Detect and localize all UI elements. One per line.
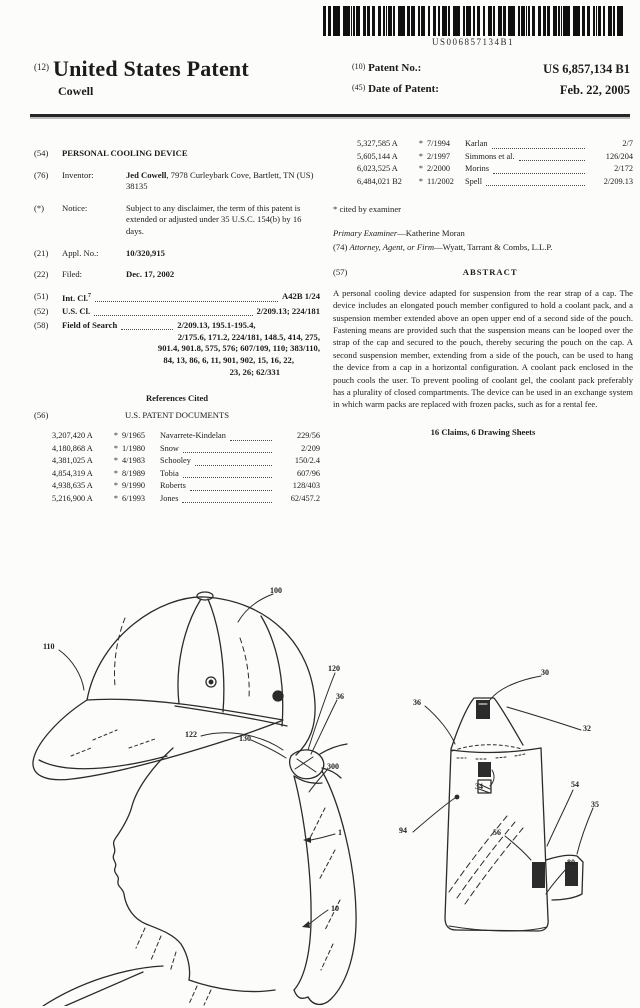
inid-22: (22) — [34, 269, 49, 280]
attorney-line — [333, 242, 633, 254]
figure-label: 130 — [239, 734, 251, 743]
inventor-field — [34, 170, 320, 193]
reference-row: 6,023,525 A * 2/2000 Morins 2/172 — [357, 164, 633, 174]
abstract-text: A personal cooling device adapted for suspension from the rear strap of a cap. The device includes an elongated pouch member configured to hold a coolant pack, and a suspension member extended above an open upper end of a second side of the pouch. Fastening means are provided such that the suspension means can be looped over the strap of the cap and secured to the pouch, thereby securing the pouch on the cap. A second suspension member, extending from a side of the pouch, can be used to hang the device from a cap in a horizontal configuration. A coolant pack enclosed in the pouch cools the user. To prevent pooling of coolant gel, the coolant pack preferably has a plurality of closed compartments. The device can be used in an exchange system in which warm packs are replaced with frozen packs, such as for a rental fee. — [333, 287, 633, 410]
field-of-search-line3: 901.4, 901.8, 575, 576; 607/109, 110; 383/110, — [157, 343, 320, 354]
figure-2-pouch-drawing — [395, 650, 640, 1006]
header-divider — [30, 114, 630, 117]
appl-no-label: Appl. No.: — [62, 247, 99, 258]
figure-label: 36 — [413, 698, 421, 707]
notice-label: Notice: — [62, 202, 88, 213]
inid-76: (76) — [34, 169, 49, 180]
figure-label: 54 — [571, 780, 579, 789]
field-of-search-line4: 84, 13, 86, 6, 11, 901, 902, 15, 16, 22, — [163, 355, 294, 366]
header-right — [352, 62, 630, 104]
filed-field — [34, 269, 320, 281]
inid-74: (74) — [333, 241, 348, 252]
us-patent-documents-title: U.S. PATENT DOCUMENTS — [124, 410, 230, 421]
filed-value: Dec. 17, 2002 — [126, 269, 175, 280]
figure-label: 30 — [541, 668, 549, 677]
reference-row: 4,938,635 A * 9/1990 Roberts 128/403 — [52, 481, 320, 491]
claims-sheets-line: 16 Claims, 6 Drawing Sheets — [430, 426, 536, 437]
patent-number-label: Patent No.: — [368, 62, 422, 74]
figure-label: 34 — [475, 782, 483, 791]
primary-examiner-label: Primary Examiner — [333, 227, 398, 238]
inid-star: (*) — [34, 202, 45, 213]
patent-date-value: Feb. 22, 2005 — [559, 83, 630, 97]
filed-label: Filed: — [62, 269, 83, 280]
notice-field — [34, 203, 320, 238]
patent-number-value: US 6,857,134 B1 — [543, 62, 630, 76]
field-of-search — [34, 320, 320, 379]
patent-number-row — [352, 62, 630, 77]
reference-row: 6,484,021 B2 * 11/2002 Spell 2/209.13 — [357, 176, 633, 186]
dotted-leader — [95, 291, 278, 303]
reference-row: 5,216,900 A * 6/1993 Jones 62/457.2 — [52, 493, 320, 503]
us-cl-field — [34, 306, 320, 318]
cited-by-examiner-note: * cited by examiner — [333, 204, 402, 215]
inventor-label: Inventor: — [62, 169, 94, 180]
attorney-value: —Wyatt, Tarrant & Combs, L.L.P. — [434, 241, 553, 252]
reference-row: 4,180,868 A * 1/1980 Snow 2/209 — [52, 443, 320, 453]
figure-label: 32 — [583, 724, 591, 733]
figure-label: 110 — [43, 642, 55, 651]
figure-label: 300 — [327, 762, 339, 771]
figure-label: 35 — [591, 800, 599, 809]
us-cl-label: U.S. Cl. — [62, 306, 91, 317]
figure-label: 94 — [399, 826, 407, 835]
int-cl-value: A42B 1/24 — [282, 290, 320, 301]
inid-51: (51) — [34, 290, 49, 301]
field-of-search-line5: 23, 26; 62/331 — [229, 366, 280, 377]
us-cl-value: 2/209.13; 224/181 — [256, 306, 320, 317]
figure-label: 122 — [185, 730, 197, 739]
inid-57: (57) — [333, 267, 348, 278]
figure-label: 100 — [270, 586, 282, 595]
inid-10: (10) — [352, 62, 366, 71]
barcode-icon — [323, 6, 623, 36]
document-title: United States Patent — [53, 56, 249, 81]
reference-row: 4,854,319 A * 8/1989 Tobia 607/96 — [52, 468, 320, 478]
barcode-block — [318, 6, 628, 47]
appl-no-value: 10/320,915 — [126, 247, 165, 258]
dotted-leader — [94, 306, 252, 316]
inid-54: (54) — [34, 148, 49, 158]
references-table-right — [357, 138, 633, 188]
inid-52: (52) — [34, 306, 49, 317]
figure-label: 80 — [567, 858, 575, 867]
field-of-search-line2: 2/175.6, 171.2, 224/181, 148.5, 414, 275, — [177, 331, 320, 342]
figure-1-cap-drawing — [25, 578, 380, 1006]
attorney-label: Attorney, Agent, or Firm — [349, 241, 435, 252]
inid-45: (45) — [352, 83, 366, 92]
figure-label: 36 — [336, 692, 344, 701]
field-of-search-line1: 2/209.13, 195.1-195.4, — [177, 319, 256, 330]
reference-row: 3,207,420 A * 9/1965 Navarrete-Kindelan 229/56 — [52, 430, 320, 440]
references-heading — [34, 393, 320, 422]
figure-2-line-art — [395, 650, 640, 1006]
header-left — [34, 56, 249, 99]
patent-date-label: Date of Patent: — [368, 83, 439, 95]
reference-row: 5,605,144 A * 2/1997 Simmons et al. 126/204 — [357, 151, 633, 161]
dotted-leader — [121, 320, 173, 330]
abstract-heading — [333, 267, 633, 279]
abstract-title: ABSTRACT — [462, 267, 518, 278]
references-table-left — [52, 430, 320, 506]
right-column — [333, 138, 633, 438]
figure-label: 1 — [338, 828, 342, 837]
reference-row: 5,327,585 A * 7/1994 Karlan 2/7 — [357, 139, 633, 148]
figure-label: 10 — [331, 904, 339, 913]
reference-row: 4,381,025 A * 4/1983 Schooley 150/2.4 — [52, 456, 320, 466]
primary-examiner-value: —Katherine Moran — [397, 227, 465, 238]
inventor-surname: Cowell — [58, 84, 94, 98]
inid-56: (56) — [34, 409, 49, 420]
notice-value: Subject to any disclaimer, the term of this patent is extended or adjusted under 35 U.S.C. 154(b) by 16 days. — [126, 202, 302, 236]
int-cl-field — [34, 291, 320, 305]
primary-examiner-line — [333, 228, 633, 240]
invention-title: PERSONAL COOLING DEVICE — [62, 148, 188, 158]
inid-21: (21) — [34, 247, 49, 258]
title-field — [34, 148, 320, 160]
int-cl-label: Int. Cl.$^7$ — [62, 292, 92, 303]
figure-label: 120 — [328, 664, 340, 673]
kind-code: (12) — [34, 62, 49, 72]
field-of-search-label: Field of Search — [62, 319, 118, 330]
figure-1-line-art — [25, 578, 380, 1006]
left-column — [34, 148, 320, 505]
patent-date-row — [352, 83, 630, 98]
inid-58: (58) — [34, 319, 49, 330]
appl-no-field — [34, 248, 320, 260]
references-cited-title: References Cited — [145, 392, 209, 403]
figure-label: 56 — [493, 828, 501, 837]
inventor-value: Jed Cowell, 7978 Curleybark Cove, Bartlett, TN (US) 38135 — [126, 169, 314, 192]
barcode-caption: US006857134B1 — [431, 37, 514, 47]
